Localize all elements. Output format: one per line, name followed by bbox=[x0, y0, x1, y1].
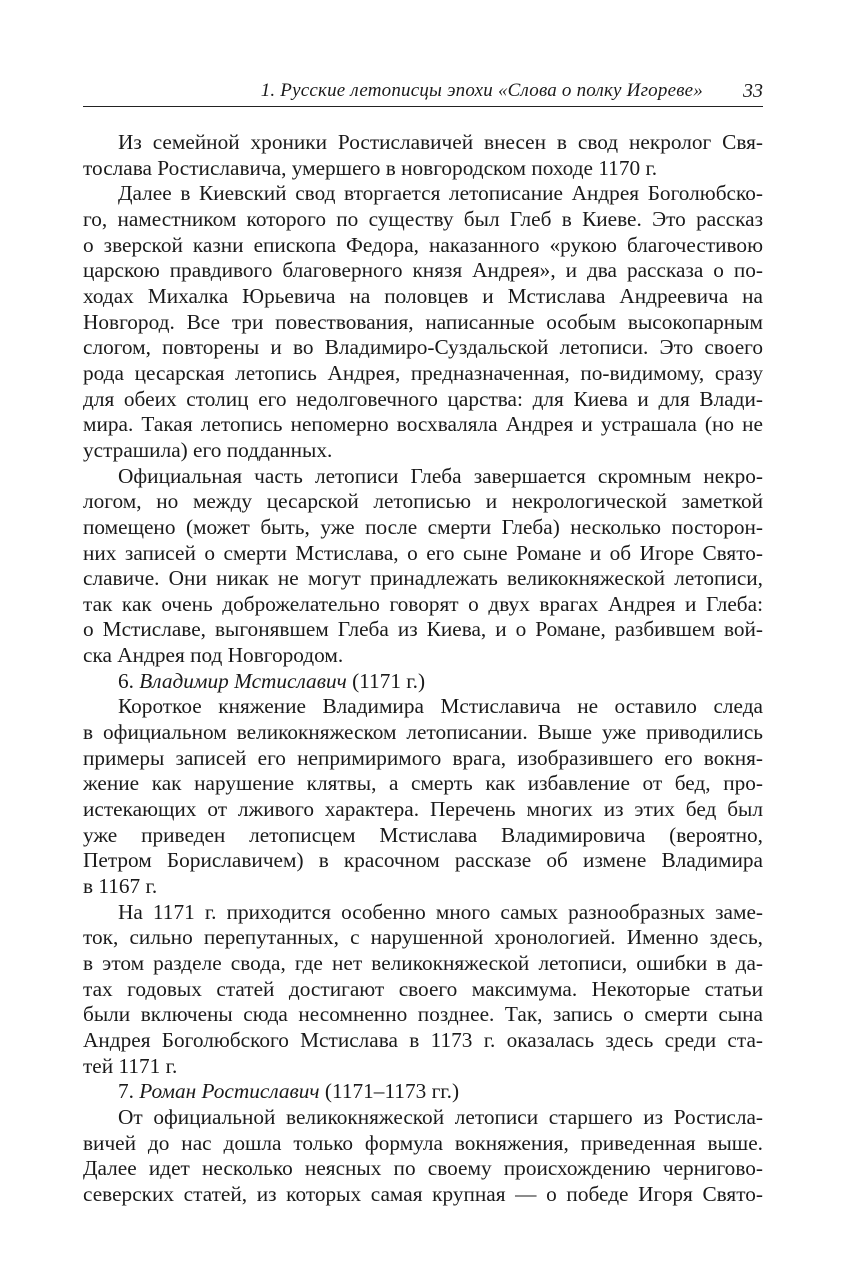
text-line bbox=[83, 207, 763, 233]
line-text: ток, сильно перепутанных, с нарушенной хронологией. Именно здесь, bbox=[83, 925, 763, 950]
line-text: о зверской казни епископа Федора, наказанного «рукою благочестивою bbox=[83, 232, 763, 257]
line-text: тах годовых статей достигают своего максимума. Некоторые статьи bbox=[83, 976, 763, 1001]
running-title: 1. Русские летописцы эпохи «Слова о полку Игореве» bbox=[260, 80, 703, 101]
text-line bbox=[83, 361, 763, 387]
line-text: На 1171 г. приходится особенно много самых разнообразных заме- bbox=[118, 899, 763, 924]
line-text: тослава Ростиславича, умершего в новгородском походе 1170 г. bbox=[83, 155, 658, 180]
text-line bbox=[83, 951, 763, 977]
text-line bbox=[83, 464, 763, 490]
text-line bbox=[83, 181, 763, 207]
line-text: так как очень доброжелательно говорят о двух врагах Андрея и Глеба: bbox=[83, 591, 763, 616]
line-text: жение как нарушение клятвы, а смерть как избавление от бед, про- bbox=[83, 771, 763, 796]
line-text: вичей до нас дошла только формула вокняжения, приведенная выше. bbox=[83, 1130, 763, 1155]
text-line bbox=[83, 438, 763, 464]
text-line bbox=[83, 310, 763, 336]
text-line bbox=[83, 1105, 763, 1131]
line-text: го, наместником которого по существу был Глеб в Киеве. Это рассказ bbox=[83, 206, 763, 231]
heading-number: 6. bbox=[118, 668, 140, 693]
line-text: Официальная часть летописи Глеба завершается скромным некро- bbox=[118, 463, 763, 488]
text-line bbox=[83, 233, 763, 259]
text-line bbox=[83, 592, 763, 618]
text-line bbox=[83, 746, 763, 772]
line-text: славиче. Они никак не могут принадлежать великокняжеской летописи, bbox=[83, 566, 763, 591]
text-line bbox=[83, 387, 763, 413]
text-line bbox=[83, 284, 763, 310]
text-line bbox=[83, 258, 763, 284]
text-line bbox=[83, 156, 763, 182]
heading-dates: (1171–1173 гг.) bbox=[319, 1079, 460, 1104]
line-text: логом, но между цесарской летописью и некрологической заметкой bbox=[83, 489, 763, 514]
line-text: северских статей, из которых самая крупная — о победе Игоря Свято- bbox=[83, 1181, 763, 1206]
line-text: в официальном великокняжеском летописании. Выше уже приводились bbox=[83, 720, 763, 745]
running-header bbox=[83, 78, 763, 107]
text-line bbox=[83, 489, 763, 515]
text-line bbox=[83, 335, 763, 361]
line-text: рода цесарская летопись Андрея, предназначенная, по-видимому, сразу bbox=[83, 360, 763, 385]
line-text: Далее в Киевский свод вторгается летописание Андрея Боголюбско- bbox=[118, 181, 763, 206]
text-line bbox=[83, 1002, 763, 1028]
text-line bbox=[83, 1156, 763, 1182]
line-text: устрашила) его подданных. bbox=[83, 437, 333, 462]
line-text: в 1167 г. bbox=[83, 874, 158, 899]
line-text: ска Андрея под Новгородом. bbox=[83, 643, 344, 668]
section-heading bbox=[83, 1079, 763, 1105]
line-text: помещено (может быть, уже после смерти Глеба) несколько посторон- bbox=[83, 514, 763, 539]
section-heading bbox=[83, 669, 763, 695]
text-line bbox=[83, 977, 763, 1003]
heading-number: 7. bbox=[118, 1079, 140, 1104]
line-text: для обеих столиц его недолговечного царства: для Киева и для Влади- bbox=[83, 386, 763, 411]
body-text bbox=[83, 130, 763, 1208]
line-text: царскою правдивого благоверного князя Андрея», и два рассказа о по- bbox=[83, 258, 763, 283]
text-line bbox=[83, 130, 763, 156]
heading-dates: (1171 г.) bbox=[346, 668, 426, 693]
text-line bbox=[83, 617, 763, 643]
line-text: мира. Такая летопись непомерно восхваляла Андрея и устрашала (но не bbox=[83, 412, 763, 437]
text-line bbox=[83, 797, 763, 823]
line-text: истекающих от лживого характера. Перечень многих из этих бед был bbox=[83, 797, 763, 822]
line-text: Новгород. Все три повествования, написанные особым высокопарным bbox=[83, 309, 763, 334]
text-line bbox=[83, 720, 763, 746]
line-text: них записей о смерти Мстислава, о его сыне Романе и об Игоре Свято- bbox=[83, 540, 763, 565]
text-line bbox=[83, 1182, 763, 1208]
line-text: Из семейной хроники Ростиславичей внесен в свод некролог Свя- bbox=[118, 130, 763, 154]
text-line bbox=[83, 874, 763, 900]
line-text: в этом разделе свода, где нет великокняжеской летописи, ошибки в да- bbox=[83, 951, 763, 975]
line-text: Петром Бориславичем) в красочном рассказе об измене Владимира bbox=[83, 848, 763, 873]
text-line bbox=[83, 900, 763, 926]
heading-title: Роман Ростиславич bbox=[139, 1079, 320, 1104]
text-line bbox=[83, 643, 763, 669]
text-line bbox=[83, 1131, 763, 1157]
text-line bbox=[83, 566, 763, 592]
text-line bbox=[83, 541, 763, 567]
line-text: Короткое княжение Владимира Мстиславича не оставило следа bbox=[118, 694, 763, 719]
line-text: Далее идет несколько неясных по своему происхождению чернигово- bbox=[83, 1156, 763, 1181]
text-line bbox=[83, 1054, 763, 1080]
line-text: примеры записей его непримиримого врага, изобразившего его вокня- bbox=[83, 745, 763, 770]
line-text: были включены сюда несомненно позднее. Так, запись о смерти сына bbox=[83, 1002, 763, 1027]
text-line bbox=[83, 412, 763, 438]
heading-title: Владимир Мстиславич bbox=[139, 668, 347, 693]
line-text: ходах Михалка Юрьевича на половцев и Мстислава Андреевича на bbox=[83, 283, 763, 308]
text-line bbox=[83, 823, 763, 849]
line-text: уже приведен летописцем Мстислава Владимировича (вероятно, bbox=[83, 822, 763, 847]
line-text: Андрея Боголюбского Мстислава в 1173 г. оказалась здесь среди ста- bbox=[83, 1027, 763, 1052]
text-line bbox=[83, 848, 763, 874]
line-text: От официальной великокняжеской летописи старшего из Ростисла- bbox=[118, 1104, 763, 1129]
text-line bbox=[83, 515, 763, 541]
page-number: 33 bbox=[743, 80, 763, 102]
text-line bbox=[83, 694, 763, 720]
text-line bbox=[83, 925, 763, 951]
text-line bbox=[83, 1028, 763, 1054]
line-text: о Мстиславе, выгонявшем Глеба из Киева, и о Романе, разбившем вой- bbox=[83, 617, 763, 642]
line-text: слогом, повторены и во Владимиро-Суздальской летописи. Это своего bbox=[83, 335, 763, 360]
line-text: тей 1171 г. bbox=[83, 1053, 178, 1078]
text-line bbox=[83, 771, 763, 797]
